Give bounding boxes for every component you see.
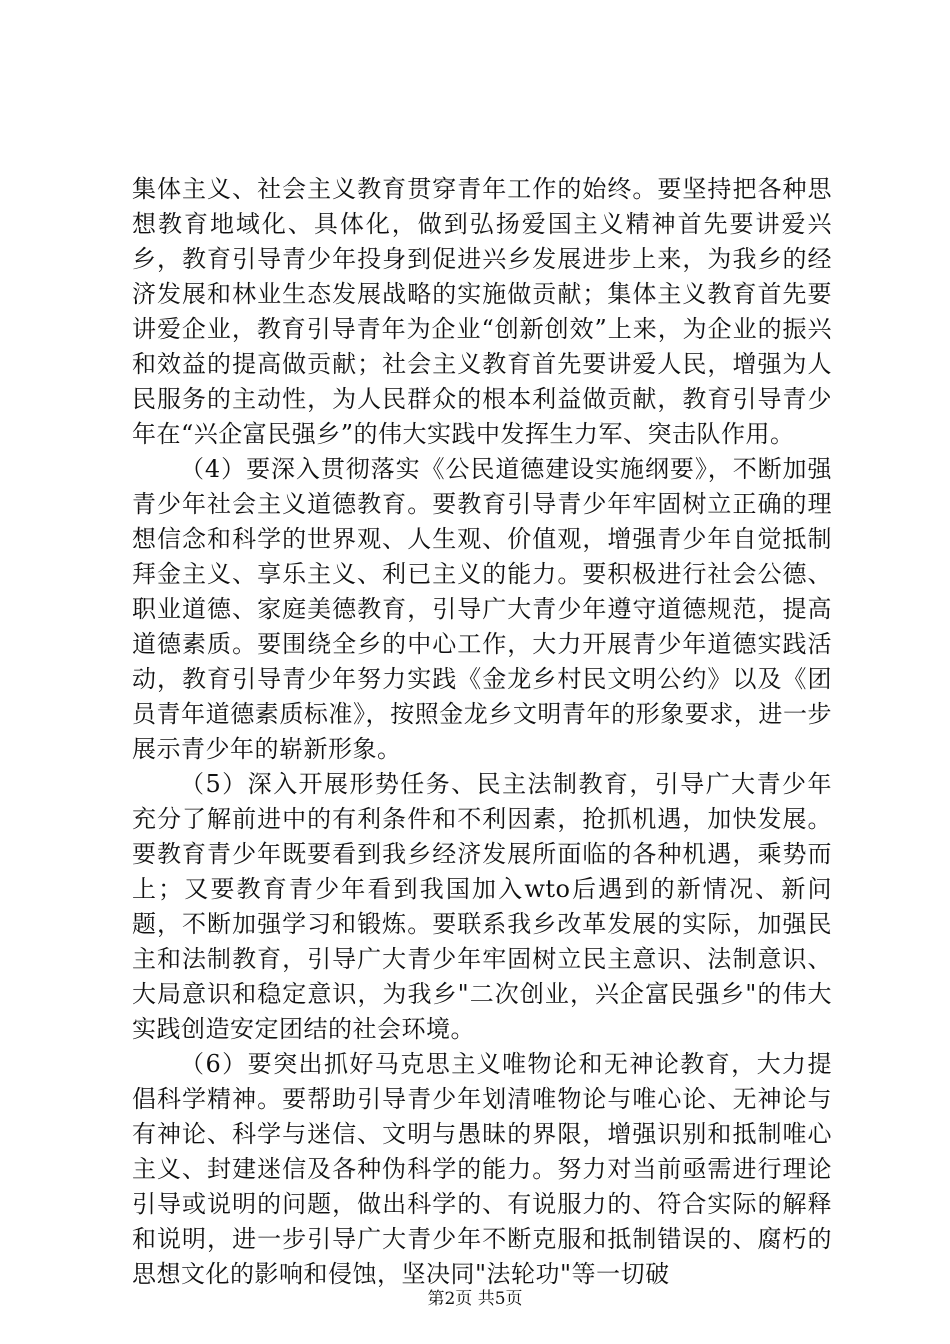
document-body — [132, 172, 832, 1292]
paragraph-continuation: 集体主义、社会主义教育贯穿青年工作的始终。要坚持把各种思想教育地域化、具体化，做到弘扬爱国主义精神首先要讲爱兴乡，教育引导青少年投身到促进兴乡发展进步上来，为我乡的经济发展和林业生态发展战略的实施做贡献；集体主义教育首先要讲爱企业，教育引导青年为企业“创新创效”上来，为企业的振兴和效益的提高做贡献；社会主义教育首先要讲爱人民，增强为人民服务的主动性，为人民群众的根本利益做贡献，教育引导青少年在“兴企富民强乡”的伟大实践中发挥生力军、突击队作用。 — [132, 175, 832, 448]
paragraph-item-4: （4）要深入贯彻落实《公民道德建设实施纲要》，不断加强青少年社会主义道德教育。要教育引导青少年牢固树立正确的理想信念和科学的世界观、人生观、价值观，增强青少年自觉抵制拜金主义、享乐主义、利已主义的能力。要积极进行社会公德、职业道德、家庭美德教育，引导广大青少年遵守道德规范，提高道德素质。要围绕全乡的中心工作，大力开展青少年道德实践活动，教育引导青少年努力实践《金龙乡村民文明公约》以及《团员青年道德素质标准》，按照金龙乡文明青年的形象要求，进一步展示青少年的崭新形象。 — [132, 455, 832, 763]
paragraph-item-5: （5）深入开展形势任务、民主法制教育，引导广大青少年充分了解前进中的有利条件和不利因素，抢抓机遇，加快发展。要教育青少年既要看到我乡经济发展所面临的各种机遇，乘势而上；又要教育青少年看到我国加入wto后遇到的新情况、新问题，不断加强学习和锻炼。要联系我乡改革发展的实际，加强民主和法制教育，引导广大青少年牢固树立民主意识、法制意识、大局意识和稳定意识，为我乡"二次创业，兴企富民强乡"的伟大实践创造安定团结的社会环境。 — [132, 770, 832, 1043]
paragraph-item-6: （6）要突出抓好马克思主义唯物论和无神论教育，大力提倡科学精神。要帮助引导青少年划清唯物论与唯心论、无神论与有神论、科学与迷信、文明与愚昧的界限，增强识别和抵制唯心主义、封建迷信及各种伪科学的能力。努力对当前亟需进行理论引导或说明的问题，做出科学的、有说服力的、符合实际的解释和说明，进一步引导广大青少年不断克服和抵制错误的、腐朽的思想文化的影响和侵蚀，坚决同"法轮功"等一切破 — [132, 1050, 832, 1288]
page-footer: 第2页 共5页 — [427, 1289, 523, 1309]
